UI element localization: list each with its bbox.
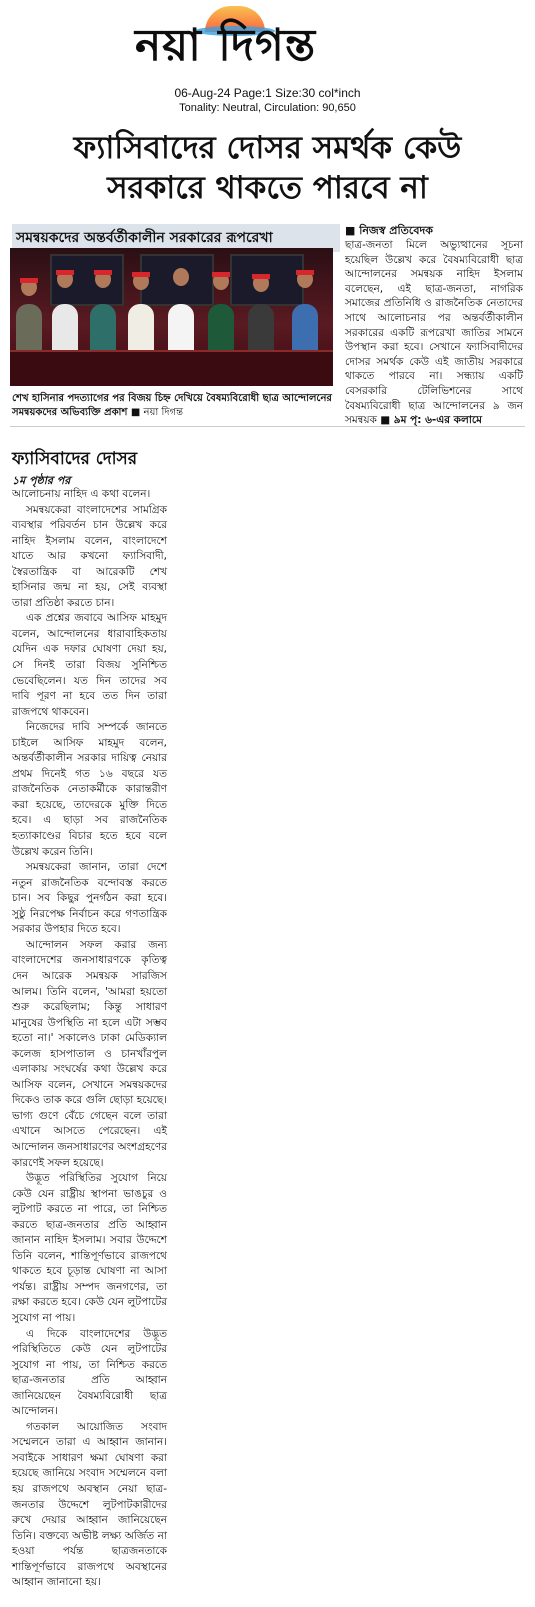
paragraph: এক প্রশ্নের জবাবে আসিফ মাহমুদ বলেন, আন্দোলনের ধারাবাহিকতায় যেদিন এক দফার ঘোষণা দেয়া হয়, সে দিনই তারা বিজয় সুনিশ্চিত ভেবেছিলেন। যত দিন তাদের সব দাবি পূরণ না হবে তত দিন তারা রাজপথে থাকবেন। bbox=[12, 612, 167, 718]
caption-text: শেখ হাসিনার পদত্যাগের পর বিজয় চিহ্ন দেখিয়ে বৈষম্যবিরোধী ছাত্র আন্দোলনের সমন্বয়কদের অভিব্যক্তি প্রকাশ bbox=[12, 393, 332, 418]
newspaper-logo bbox=[125, 12, 415, 74]
photo-caption bbox=[12, 392, 342, 420]
byline: ■ নিজস্ব প্রতিবেদক bbox=[345, 224, 433, 237]
headline-line-1: ফ্যাসিবাদের দোসর সমর্থক কেউ bbox=[73, 130, 462, 166]
news-photo bbox=[10, 248, 333, 386]
paragraph: সমন্বয়কেরা জানান, তারা দেশে নতুন রাজনৈতিক বন্দোবস্ত করতে চান। সব কিছুর পুনর্গঠন করা হবে। সুষ্ঠু নিরপেক্ষ নির্বাচন করে গণতান্ত্রিক সরকার উপহার দিতে হবে। bbox=[12, 861, 167, 936]
masthead bbox=[0, 0, 535, 120]
paragraph: সমন্বয়কেরা বাংলাদেশের সামগ্রিক ব্যবস্থার পরিবর্তন চান উল্লেখ করে নাহিদ ইসলাম বলেন, বাংলাদেশে যাতে আর কখনো ফ্যাসিবাদী, স্বৈরতান্ত্রিক বা আরেকটি শেখ হাসিনার জন্ম না হয়, সেই ব্যবস্থা তারা প্রতিষ্ঠা করতে চান। bbox=[12, 503, 167, 609]
headband bbox=[296, 270, 314, 275]
headband bbox=[20, 278, 38, 283]
headband bbox=[252, 274, 270, 279]
caption-source: ■ নয়া দিগন্ত bbox=[130, 407, 184, 418]
studio-table bbox=[10, 350, 333, 386]
subheadline: সমন্বয়কদের অন্তর্বর্তীকালীন সরকারের রূপরেখা bbox=[12, 224, 340, 252]
person-head bbox=[173, 268, 189, 286]
paragraph: উদ্ভূত পরিস্থিতির সুযোগ নিয়ে কেউ যেন রাষ্ট্রীয় স্থাপনা ভাঙচুর ও লুটপাট করতে না পারে, তা নিশ্চিত করতে ছাত্র-জনতার প্রতি আহ্বান জানান নাহিদ ইসলাম। সবার উদ্দেশে তিনি বলেন, শান্তিপূর্ণভাবে রাজপথে থাকতে হবে চূড়ান্ত ঘোষণা না আসা পর্যন্ত। রাষ্ট্রীয় সম্পদ জনগণের, তা রক্ষা করতে হবে। কেউ যেন লুটপাটের সুযোগ না পায়। bbox=[12, 1172, 167, 1324]
headline-line-2: সরকারে থাকতে পারবে না bbox=[107, 170, 428, 206]
paragraph: নিজেদের দাবি সম্পর্কে জানতে চাইলে আসিফ মাহমুদ বলেন, অন্তর্বর্তীকালীন সরকার দায়িত্ব নেয়ার প্রথম দিনেই গত ১৬ বছরে যত রাজনৈতিক নেতাকর্মীকে কারান্তরীণ করা হয়েছে, তাদেরকে মুক্তি দিতে হবে। এ ছাড়া সব রাজনৈতিক হত্যাকাণ্ডের বিচার হতে হবে বলে উল্লেখ করেন তিনি। bbox=[12, 721, 167, 858]
paragraph: গতকাল আয়োজিত সংবাদ সম্মেলনে তারা এ আহ্বান জানান। সবাইকে সাধারণ ক্ষমা ঘোষণা করা হয়েছে জানিয়ে সংবাদ সম্মেলনে বলা হয় রাজপথে অবস্থান নেয়া ছাত্র-জনতার উদ্দেশে লুটপাটকারীদের রুখে দেয়ার আহ্বান জানিয়েছেন তিনি। বক্তব্যে অভীষ্ট লক্ষ্য অর্জিত না হওয়া পর্যন্ত ছাত্রজনতাকে শান্তিপূর্ণভাবে রাজপথে অবস্থানের আহ্বান জানানো হয়। bbox=[12, 1420, 167, 1589]
headband bbox=[132, 272, 150, 277]
clip-stats: Tonality: Neutral, Circulation: 90,650 bbox=[179, 102, 356, 114]
lead-body bbox=[345, 238, 523, 428]
continued-note: ■ ৯ম পৃ: ৬-এর কলামে bbox=[380, 414, 482, 427]
headband bbox=[212, 272, 230, 277]
continuation-heading: ফ্যাসিবাদের দোসর bbox=[12, 449, 138, 469]
headband bbox=[56, 270, 74, 275]
paragraph: আন্দোলন সফল করার জন্য বাংলাদেশের জনসাধারণকে কৃতিত্ব দেন আরেক সমন্বয়ক সারজিস আলম। তিনি বলেন, 'আমরা হয়তো শুরু করেছিলাম; কিন্তু সাধারণ মানুষের উপস্থিতি না হলে এটা সম্ভব হতো না।' সকালেও ঢাকা মেডিক্যাল কলেজ হাসপাতাল ও চানখাঁরপুল এলাকায় সংঘর্ষের কথা উল্লেখ করে আসিফ বলেন, সেখানে সমন্বয়কদের দিকেও তাক করে গুলি ছোড়া হয়েছে। ভাগ্য গুণে বেঁচে গেছেন বলে তারা এখানে আসতে পেরেছেন। এই আন্দোলন জনসাধারণের অংশগ্রহণের কারণেই সফল হয়েছে। bbox=[12, 938, 167, 1169]
logo-text: নয়া দিগন্ত bbox=[135, 20, 317, 71]
paragraph: এ দিকে বাংলাদেশের উদ্ভূত পরিস্থিতিতে কেউ যেন লুটপাটের সুযোগ না পায়, তা নিশ্চিত করতে ছাত্র-জনতার প্রতি আহ্বান জানিয়েছেন বৈষম্যবিরোধী ছাত্র আন্দোলন। bbox=[12, 1327, 167, 1418]
continuation-body bbox=[12, 487, 167, 1591]
clip-info: 06-Aug-24 Page:1 Size:30 col*inch bbox=[174, 86, 361, 100]
lead-text: ছাত্র-জনতা মিলে অভ্যুত্থানের সূচনা হয়েছিল উল্লেখ করে বৈষম্যবিরোধী ছাত্র আন্দোলনের সমন্বয়ক নাহিদ ইসলাম বলেছেন, এই ছাত্র-জনতা, নাগরিক সমাজের প্রতিনিধি ও রাজনৈতিক নেতাদের সাথে আলোচনার পর অন্তর্বর্তীকালীন সরকারের একটি রূপরেখা জাতির সামনে উপস্থান করা হবে। সেখানে ফ্যাসিবাদীদের দোসর সমর্থক কেউ এই জাতীয় সরকারে থাকতে পারবে না। সন্ধ্যায় একটি বেসরকারি টেলিভিশনের সাথে বৈষম্যবিরোধী ছাত্র আন্দোলনের ৯ জন সমন্বয়ক bbox=[345, 239, 523, 427]
headband bbox=[94, 270, 112, 275]
headline bbox=[20, 128, 515, 208]
divider bbox=[10, 426, 525, 427]
from-page-note: ১ম পৃষ্ঠার পর bbox=[12, 474, 71, 487]
paragraph: আলোচনায় নাহিদ এ কথা বলেন। bbox=[12, 488, 151, 500]
